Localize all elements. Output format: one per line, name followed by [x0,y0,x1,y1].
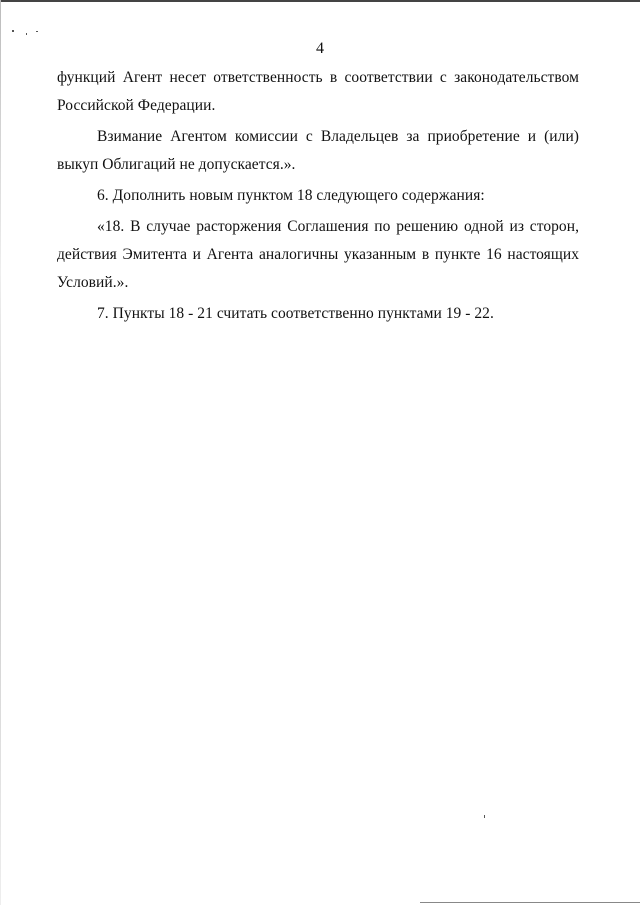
text-line: Российской Федерации. [57,97,216,114]
scan-speck [12,30,14,32]
document-body [57,64,579,331]
paragraph-agent-responsibility [57,64,579,120]
text-line: 6. Дополнить новым пунктом 18 следующего содержания: [97,187,485,204]
scan-speck [26,33,27,35]
scan-bottom-edge [420,902,640,903]
paragraph-commission [57,123,579,179]
scan-left-edge [0,0,1,905]
text-line: действия Эмитента и Агента аналогичны указанным в пункте 16 настоящих [57,246,579,263]
scan-speck [484,815,485,818]
text-line: «18. В случае расторжения Соглашения по решению одной из сторон, [97,218,579,235]
text-line: выкуп Облигаций не допускается.». [57,156,296,173]
text-line: Условий.». [57,274,129,291]
page-number: 4 [316,40,324,57]
text-line: функций Агент несет ответственность в соответствии с законодательством [57,69,579,86]
text-line: 7. Пункты 18 - 21 считать соответственно пунктами 19 - 22. [97,305,494,322]
paragraph-item-7 [57,300,579,328]
scan-speck [36,31,38,32]
text-line: Взимание Агентом комиссии с Владельцев за приобретение и (или) [97,128,579,145]
paragraph-item-6 [57,182,579,210]
paragraph-item-18-quote [57,213,579,297]
scan-top-edge [0,0,640,2]
